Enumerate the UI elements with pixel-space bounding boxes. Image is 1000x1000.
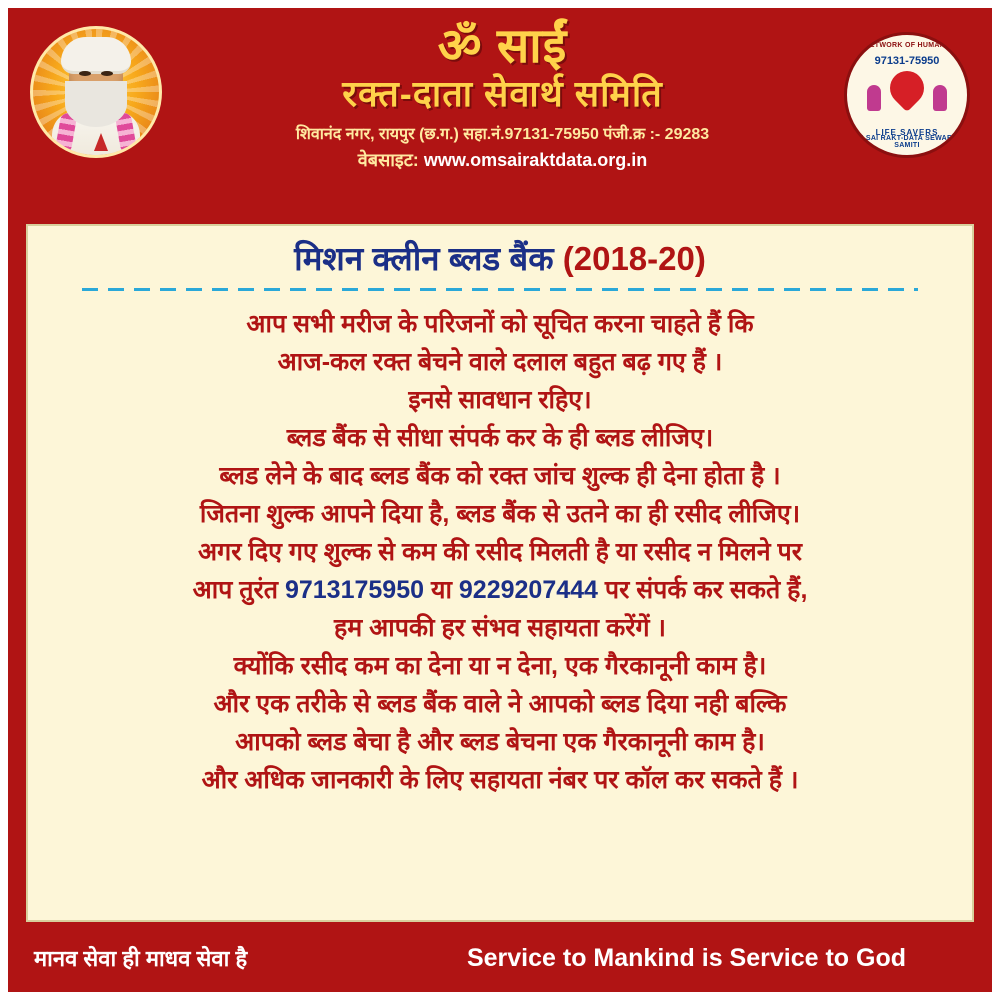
blood-drop-icon <box>883 64 931 112</box>
footer-slogan-english: Service to Mankind is Service to God <box>466 943 906 972</box>
message-lines <box>46 305 954 799</box>
sai-baba-figure <box>48 37 144 155</box>
poster-header <box>8 8 992 218</box>
message-line: और एक तरीके से ब्लड बैंक वाले ने आपको ब्लड दिया नही बल्कि <box>213 689 787 718</box>
sai-eyes <box>79 71 113 76</box>
sai-beard <box>65 81 127 127</box>
seal-ring-bottom-text: OM SAI RAKT-DATA SEWARTH SAMITI <box>851 135 963 149</box>
contact-middle: या <box>424 575 459 604</box>
helpline-number-2[interactable]: 9229207444 <box>458 575 598 604</box>
message-line: और अधिक जानकारी के लिए सहायता नंबर पर कॉल कर सकते हैं । <box>201 765 799 794</box>
message-line: ब्लड बैंक से सीधा संपर्क कर के ही ब्लड लीजिए। <box>286 423 714 452</box>
contact-prefix: आप तुरंत <box>192 575 285 604</box>
helpline-number-1[interactable]: 9713175950 <box>284 575 425 604</box>
card-title-text: मिशन क्लीन ब्लड बैंक <box>294 240 554 277</box>
message-line: क्योंकि रसीद कम का देना या न देना, एक गैरकानूनी काम है। <box>233 651 767 680</box>
message-line: आप सभी मरीज के परिजनों को सूचित करना चाहते हैं कि <box>246 309 754 338</box>
seal-mid-text: LIFE SAVERS <box>875 128 939 137</box>
message-line: इनसे सावधान रहिए। <box>408 385 592 414</box>
poster-footer <box>8 924 992 992</box>
org-address: शिवानंद नगर, रायपुर (छ.ग.) सहा.नं.97131-75950 पंजी.क्र :- 29283 <box>295 125 710 143</box>
org-title-line2: रक्त-दाता सेवार्थ समिति <box>342 73 663 115</box>
card-title <box>46 240 954 278</box>
message-line: ब्लड लेने के बाद ब्लड बैंक को रक्त जांच शुल्क ही देना होता है । <box>219 461 781 490</box>
person-left-icon <box>867 85 881 111</box>
seal-ring-top-text: A NETWORK OF HUMANITY <box>857 42 957 49</box>
sai-baba-portrait-icon <box>30 26 162 158</box>
person-right-icon <box>933 85 947 111</box>
website-line <box>168 148 837 172</box>
sai-turban <box>61 37 131 74</box>
card-title-years: (2018-20) <box>562 240 706 277</box>
org-title-line1: ॐ साईं <box>437 20 568 73</box>
message-line: अगर दिए गए शुल्क से कम की रसीद मिलती है या रसीद न मिलने पर <box>198 537 802 566</box>
website-url[interactable]: www.omsairaktdata.org.in <box>423 149 648 170</box>
seal-phone-text: 97131-75950 <box>874 55 940 67</box>
contact-line <box>50 571 950 609</box>
message-line: जितना शुल्क आपने दिया है, ब्लड बैंक से उतने का ही रसीद लीजिए। <box>199 499 801 528</box>
message-card <box>26 224 974 922</box>
header-title-block <box>168 22 837 172</box>
footer-slogan-hindi: मानव सेवा ही माधव सेवा है <box>34 946 248 971</box>
message-line: हम आपकी हर संभव सहायता करेंगें । <box>333 613 667 642</box>
website-label: वेबसाइट: <box>357 149 419 170</box>
title-divider <box>82 288 917 291</box>
samiti-seal-icon <box>844 32 970 158</box>
message-line: आज-कल रक्त बेचने वाले दलाल बहुत बढ़ गए हैं । <box>277 347 723 376</box>
message-line: आपको ब्लड बेचा है और ब्लड बेचना एक गैरकानूनी काम है। <box>235 727 765 756</box>
contact-suffix: पर संपर्क कर सकते हैं, <box>597 575 808 604</box>
